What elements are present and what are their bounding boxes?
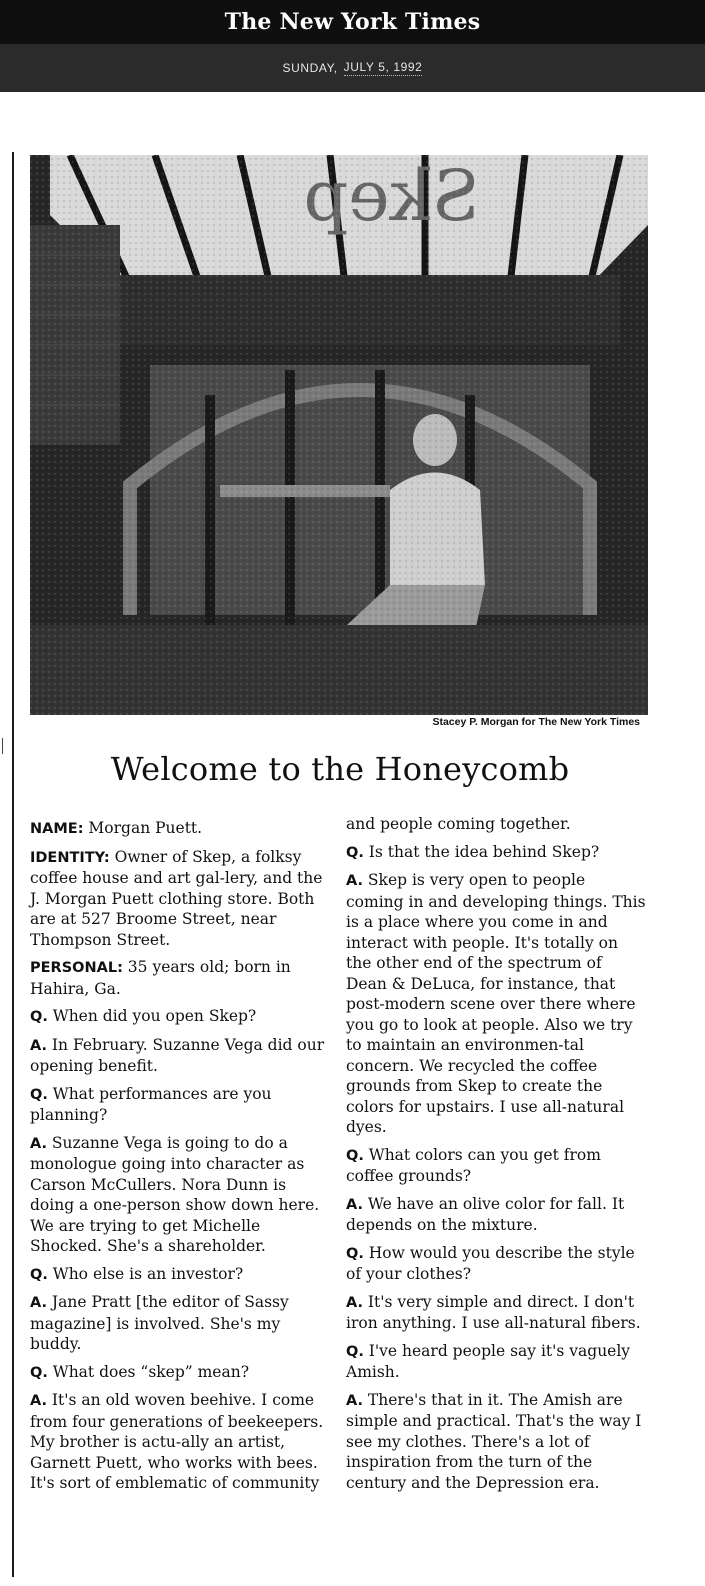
left-column xyxy=(30,818,330,1501)
paragraph-label: Q. xyxy=(30,1266,48,1283)
paragraph-text: Is that the idea behind Skep? xyxy=(363,842,600,861)
paragraph xyxy=(30,1390,330,1494)
paragraph-label: Q. xyxy=(346,1245,364,1262)
paragraph xyxy=(30,1133,330,1257)
paragraph-label: A. xyxy=(346,1294,363,1311)
paragraph-text: It's very simple and direct. I don't iron anything. I use all-natural fibers. xyxy=(346,1292,641,1332)
paragraph-label: Q. xyxy=(346,1343,364,1360)
paragraph-text: Morgan Puett. xyxy=(83,819,203,837)
date-bar xyxy=(0,44,705,92)
paragraph-label: A. xyxy=(30,1295,47,1311)
paragraph xyxy=(30,957,330,999)
paragraph xyxy=(346,1390,646,1494)
paragraph-label: NAME: xyxy=(30,821,84,837)
paragraph xyxy=(346,1243,646,1285)
paragraph-label: A. xyxy=(30,1393,47,1409)
paragraph-text: When did you open Skep? xyxy=(47,1007,257,1025)
paragraph-text: I've heard people say it's vaguely Amish. xyxy=(346,1341,631,1381)
paragraph xyxy=(30,1292,330,1355)
paragraph-text: Jane Pratt [the editor of Sassy magazine] is involved. She's my buddy. xyxy=(30,1293,289,1353)
paragraph-text: We have an olive color for fall. It depends on the mixture. xyxy=(346,1194,625,1234)
paragraph-label: IDENTITY: xyxy=(30,849,110,866)
paragraph-label: Q. xyxy=(30,1009,48,1025)
paragraph xyxy=(30,1006,330,1028)
paragraph-label: Q. xyxy=(30,1364,48,1381)
paragraph-label: A. xyxy=(346,873,363,889)
paragraph-text: What performances are you planning? xyxy=(30,1084,272,1124)
paragraph xyxy=(30,818,330,840)
paragraph-label: A. xyxy=(346,1392,363,1409)
paragraph-text: In February. Suzanne Vega did our opening benefit. xyxy=(30,1035,325,1075)
paragraph xyxy=(346,1341,646,1383)
paragraph xyxy=(346,842,646,864)
photo-credit: Stacey P. Morgan for The New York Times xyxy=(432,716,640,728)
paragraph xyxy=(346,870,646,1138)
paragraph-text: Who else is an investor? xyxy=(47,1264,244,1283)
paragraph-text: Suzanne Vega is going to do a monologue going into character as Carson McCullers. Nora Dunn is doing a one-person show down here. We are trying to get Michelle Shocked. She's a shareholder. xyxy=(30,1133,320,1255)
paragraph-text: 35 years old; born in Hahira, Ga. xyxy=(30,958,291,998)
top-bar xyxy=(0,0,705,44)
paragraph-label: A. xyxy=(346,1196,363,1213)
paragraph xyxy=(30,847,330,951)
paragraph xyxy=(346,814,646,835)
paragraph-text: How would you describe the style of your clothes? xyxy=(346,1243,635,1283)
paragraph-text: What does “skep” mean? xyxy=(47,1362,250,1381)
paragraph-text: What colors can you get from coffee grounds? xyxy=(346,1145,601,1185)
paragraph-label: Q. xyxy=(346,844,364,861)
paragraph xyxy=(30,1362,330,1384)
scan-mark xyxy=(2,738,3,754)
paragraph-label: Q. xyxy=(30,1086,48,1103)
column-rule xyxy=(12,152,14,1577)
paragraph-label: Q. xyxy=(346,1147,364,1164)
headline: Welcome to the Honeycomb xyxy=(110,750,570,788)
paragraph xyxy=(346,1292,646,1334)
date-link[interactable]: JULY 5, 1992 xyxy=(343,60,423,74)
paragraph-text: It's an old woven beehive. I come from four generations of beekeepers. My brother is actu-ally an artist, Garnett Puett, who works with bees. It's sort of emblematic of community xyxy=(30,1391,324,1492)
paragraph-text: There's that in it. The Amish are simple and practical. That's the way I see my clothes. There's a lot of inspiration from the turn of the century and the Depression era. xyxy=(346,1390,642,1492)
paragraph xyxy=(30,1084,330,1126)
date-day: SUNDAY, xyxy=(282,61,338,75)
right-column xyxy=(346,814,646,1500)
paragraph-label: PERSONAL: xyxy=(30,960,123,976)
paragraph xyxy=(346,1145,646,1187)
paragraph-text: and people coming together. xyxy=(346,815,571,833)
paragraph xyxy=(30,1035,330,1077)
paragraph xyxy=(346,1194,646,1236)
paragraph-label: A. xyxy=(30,1037,47,1054)
article-photo xyxy=(30,155,648,715)
paragraph-text: Skep is very open to people coming in and developing things. This is a place where you come in and interact with people. It's totally on the other end of the spectrum of Dean & DeLuca, for instance, that post-modern scene over there where you go to look at people. Also we try to maintain an environmen-tal concern. We recycled the coffee grounds from Skep to create the colors for upstairs. I use all-natural dyes. xyxy=(346,871,646,1136)
paragraph-label: A. xyxy=(30,1135,47,1152)
masthead-logo[interactable]: The New York Times xyxy=(224,9,481,35)
paragraph-text: Owner of Skep, a folksy coffee house and art gal-lery, and the J. Morgan Puett clothing store. Both are at 527 Broome Street, near Thompson Street. xyxy=(30,847,323,949)
paragraph xyxy=(30,1264,330,1286)
